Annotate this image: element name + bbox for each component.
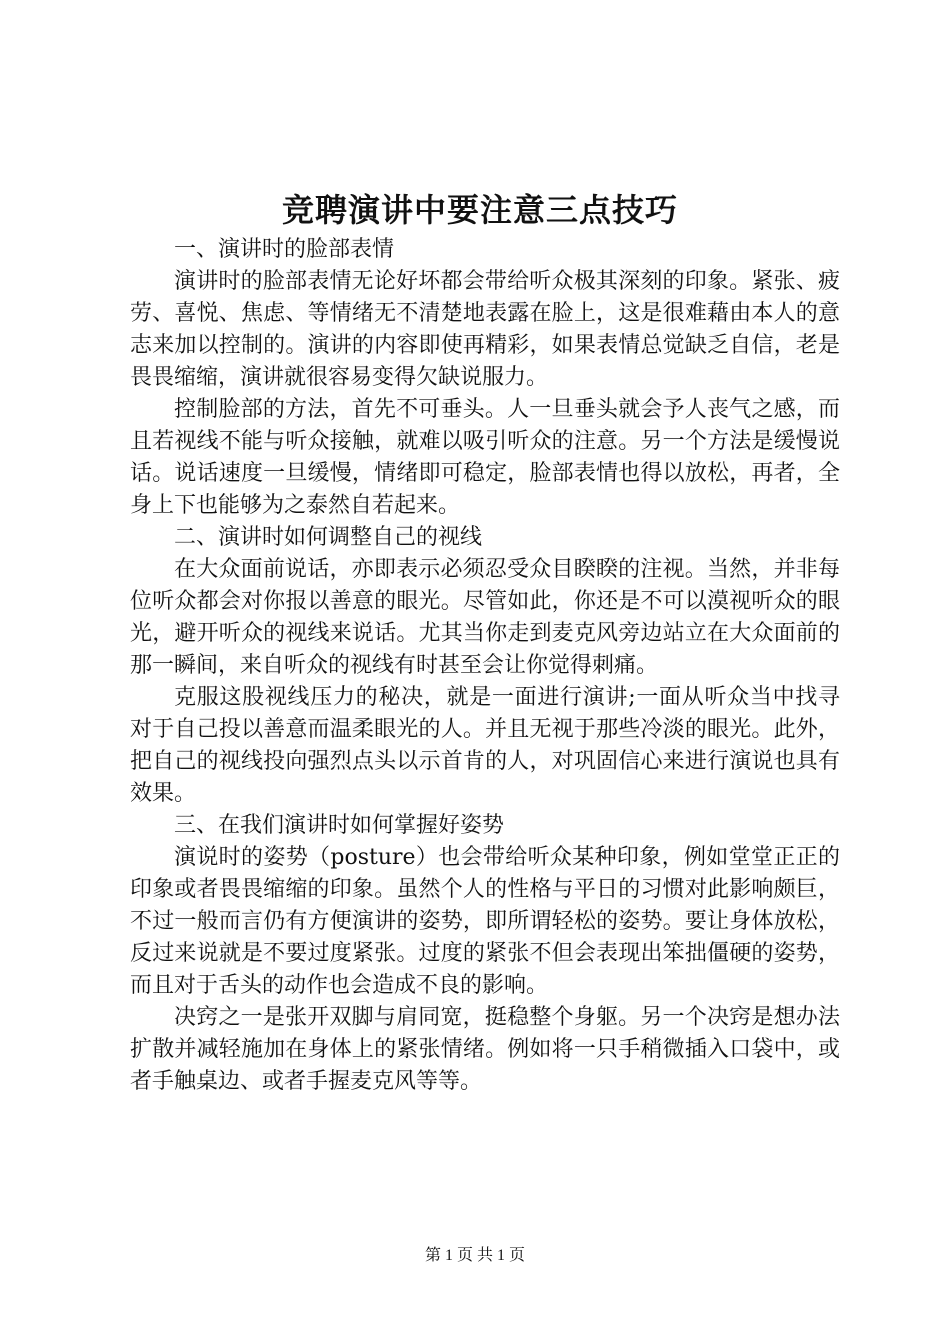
section-3 (130, 810, 840, 1098)
document-title: 竞聘演讲中要注意三点技巧 (281, 191, 678, 229)
section-1 (130, 234, 840, 522)
paragraph: 演讲时的脸部表情无论好坏都会带给听众极其深刻的印象。紧张、疲劳、喜悦、焦虑、等情绪无不清楚地表露在脸上，这是很难藉由本人的意志来加以控制的。演讲的内容即使再精彩，如果表情总觉缺乏自信，老是畏畏缩缩，演讲就很容易变得欠缺说服力。 (130, 269, 840, 390)
page-footer: 第 1 页 共 1 页 (424, 1247, 525, 1264)
paragraph: 演说时的姿势（posture）也会带给听众某种印象，例如堂堂正正的印象或者畏畏缩缩的印象。虽然个人的性格与平日的习惯对此影响颇巨，不过一般而言仍有方便演讲的姿势，即所谓轻松的姿势。要让身体放松，反过来说就是不要过度紧张。过度的紧张不但会表现出笨拙僵硬的姿势，而且对于舌头的动作也会造成不良的影响。 (130, 845, 840, 998)
paragraph: 决窍之一是张开双脚与肩同宽，挺稳整个身躯。另一个决窍是想办法扩散并减轻施加在身体上的紧张情绪。例如将一只手稍微插入口袋中，或者手触桌边、或者手握麦克风等等。 (130, 1005, 840, 1094)
document-body (130, 234, 840, 1098)
section-heading: 一、演讲时的脸部表情 (174, 237, 395, 262)
section-heading: 二、演讲时如何调整自己的视线 (174, 525, 483, 550)
section-heading: 三、在我们演讲时如何掌握好姿势 (174, 813, 505, 838)
paragraph: 控制脸部的方法，首先不可垂头。人一旦垂头就会予人丧气之感，而且若视线不能与听众接触，就难以吸引听众的注意。另一个方法是缓慢说话。说话速度一旦缓慢，情绪即可稳定，脸部表情也得以放松，再者，全身上下也能够为之泰然自若起来。 (130, 397, 840, 518)
paragraph: 克服这股视线压力的秘决，就是一面进行演讲;一面从听众当中找寻对于自己投以善意而温柔眼光的人。并且无视于那些冷淡的眼光。此外，把自己的视线投向强烈点头以示首肯的人，对巩固信心来进行演说也具有效果。 (130, 685, 840, 806)
section-2 (130, 522, 840, 810)
paragraph: 在大众面前说话，亦即表示必须忍受众目睽睽的注视。当然，并非每位听众都会对你报以善意的眼光。尽管如此，你还是不可以漠视听众的眼光，避开听众的视线来说话。尤其当你走到麦克风旁边站立在大众面前的那一瞬间，来自听众的视线有时甚至会让你觉得刺痛。 (130, 557, 840, 678)
